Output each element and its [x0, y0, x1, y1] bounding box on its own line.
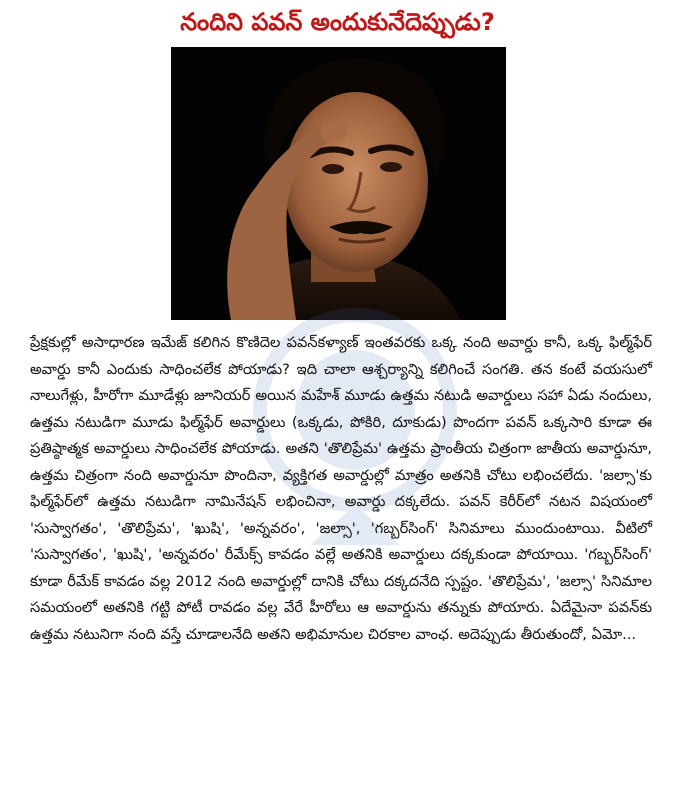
portrait-photo: [171, 47, 506, 320]
article-body: ప్రేక్షకుల్లో అసాధారణ ఇమేజ్ కలిగిన కొణిదెల పవన్‌కళ్యాణ్ ఇంతవరకు ఒక్క నంది అవార్డు కానీ, ఒక్క ఫిల్మ్‌ఫేర్ అవార్డు కానీ ఎందుకు సాధించలేక పోయాడు? ఇది చాలా ఆశ్చర్యాన్ని కలిగించే సంగతి. తన కంటే వయసులో నాలుగేళ్లు, హీరోగా మూడేళ్లు జూనియర్ అయిన మహేశ్ మూడు ఉత్తమ నటుడి అవార్డులు సహా ఏడు నందులు, ఉత్తమ నటుడిగా మూడు ఫిల్మ్‌ఫేర్ అవార్డులు (ఒక్కడు, పోకిరి, దూకుడు) పొందగా పవన్ ఒక్కసారి కూడా ఈ ప్రతిష్ఠాత్మక అవార్డులు సాధించలేక పోయాడు. అతని 'తొలిప్రేమ' ఉత్తమ ప్రాంతీయ చిత్రంగా జాతీయ అవార్డునూ, ఉత్తమ చిత్రంగా నంది అవార్డునూ పొందినా, వ్యక్తిగత అవార్డుల్లో మాత్రం అతనికి చోటు లభించలేదు. 'జల్సా'కు ఫిల్మ్‌ఫేర్‌లో ఉత్తమ నటుడిగా నామినేషన్ లభించినా, అవార్డు దక్కలేదు. పవన్ కెరీర్‌లో నటన విషయంలో 'సుస్వాగతం', 'తొలిప్రేమ', 'ఖుషి', 'అన్నవరం', 'జల్సా', 'గబ్బర్‌సింగ్' సినిమాలు ముందుంటాయి. వీటిలో 'సుస్వాగతం', 'ఖుషి', 'అన్నవరం' రీమేక్స్ కావడం వల్లే అతనికి అవార్డులు దక్కకుండా పోయాయి. 'గబ్బర్‌సింగ్' కూడా రీమేక్ కావడం వల్ల 2012 నంది అవార్డుల్లో దానికి చోటు దక్కదనేది స్పష్టం. 'తొలిప్రేమ', 'జల్సా' సినిమాల సమయంలో అతనికి గట్టి పోటీ రావడం వల్ల వేరే హీరోలు ఆ అవార్డును తన్నుకు పోయారు. ఏదేమైనా పవన్‌కు ఉత్తమ నటునిగా నంది వస్తే చూడాలనేది అతని అభిమానుల చిరకాల వాంఛ. అదెప్పుడు తీరుతుందో, ఏమో...: [30, 334, 652, 643]
article-photo: [171, 47, 506, 320]
article-headline: నందిని పవన్ అందుకునేదెప్పుడు?: [180, 8, 495, 36]
